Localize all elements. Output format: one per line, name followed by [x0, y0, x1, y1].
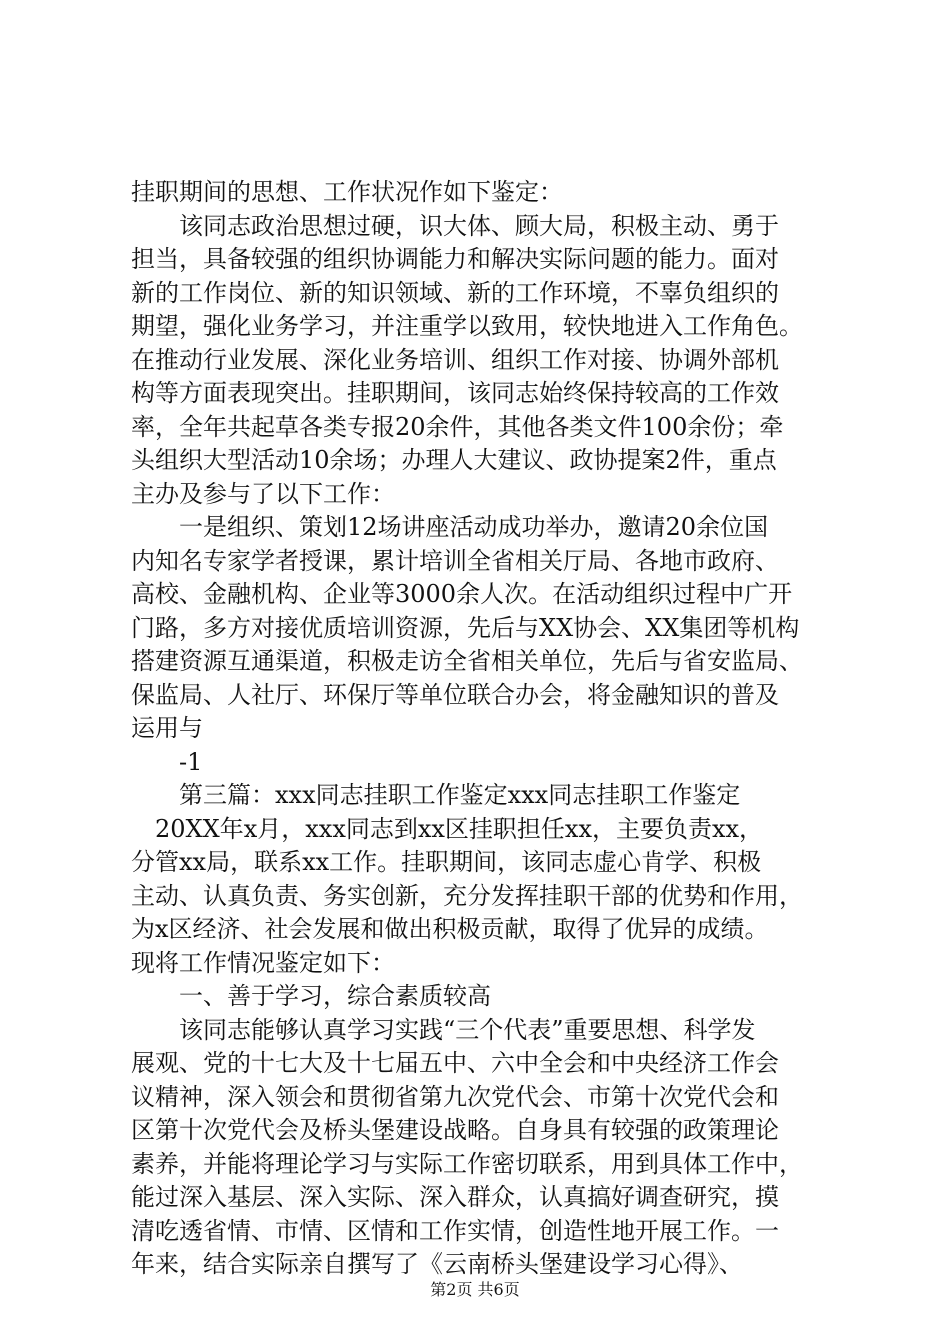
text-line: 区第十次党代会及桥头堡建设战略。自身具有较强的政策理论 [131, 1116, 779, 1144]
section-title-line: 第三篇：xxx同志挂职工作鉴定xxx同志挂职工作鉴定 [179, 781, 741, 809]
text-line: 新的工作岗位、新的知识领域、新的工作环境，不辜负组织的 [131, 278, 779, 307]
subheading-line: 一、善于学习，综合素质较高 [179, 982, 491, 1010]
text-line: 高校、金融机构、企业等3000余人次。在活动组织过程中广开 [131, 580, 793, 608]
text-line: 为x区经济、社会发展和做出积极贡献，取得了优异的成绩。 [131, 915, 769, 943]
text-line: 主办及参与了以下工作： [131, 479, 395, 508]
text-line: 能过深入基层、深入实际、深入群众，认真搞好调查研究，摸 [131, 1183, 779, 1211]
text-line: 素养，并能将理论学习与实际工作密切联系，用到具体工作中， [131, 1149, 803, 1178]
text-line: 主动、认真负责、务实创新，充分发挥挂职干部的优势和作用， [131, 881, 803, 910]
page-marker-line: -1 [179, 747, 203, 776]
text-line: 期望，强化业务学习，并注重学以致用，较快地进入工作角色。 [131, 312, 803, 340]
text-line: 头组织大型活动10余场；办理人大建议、政协提案2件，重点 [131, 446, 777, 474]
text-line: 内知名专家学者授课，累计培训全省相关厅局、各地市政府、 [131, 546, 779, 575]
text-line: 展观、党的十七大及十七届五中、六中全会和中央经济工作会 [131, 1049, 779, 1077]
text-line: 现将工作情况鉴定如下： [131, 948, 395, 977]
text-line: 议精神，深入领会和贯彻省第九次党代会、市第十次党代会和 [131, 1082, 779, 1111]
text-line: 搭建资源互通渠道，积极走访全省相关单位，先后与省安监局、 [131, 647, 803, 675]
page-number-label: 第2页 共6页 [430, 1280, 520, 1299]
paragraph-start-line: 该同志政治思想过硬，识大体、顾大局，积极主动、勇于 [179, 211, 779, 240]
document-body [131, 176, 851, 1282]
text-line: 担当，具备较强的组织协调能力和解决实际问题的能力。面对 [131, 245, 779, 273]
text-line: 分管xx局，联系xx工作。挂职期间，该同志虚心肯学、积极 [131, 848, 762, 876]
text-line: 挂职期间的思想、工作状况作如下鉴定： [131, 178, 563, 206]
text-line: 年来，结合实际亲自撰写了《云南桥头堡建设学习心得》、 [131, 1250, 743, 1278]
paragraph-start-line: 20XX年x月，xxx同志到xx区挂职担任xx，主要负责xx， [155, 814, 764, 843]
text-line: 运用与 [131, 714, 203, 742]
text-line: 门路，多方对接优质培训资源，先后与XX协会、XX集团等机构 [131, 613, 800, 642]
text-line: 在推动行业发展、深化业务培训、组织工作对接、协调外部机 [131, 345, 779, 374]
text-line: 保监局、人社厅、环保厅等单位联合办会，将金融知识的普及 [131, 680, 779, 709]
text-line: 构等方面表现突出。挂职期间，该同志始终保持较高的工作效 [131, 379, 779, 407]
paragraph-start-line: 一是组织、策划12场讲座活动成功举办，邀请20余位国 [179, 513, 769, 541]
text-line: 率，全年共起草各类专报20余件，其他各类文件100余份；牵 [131, 412, 784, 441]
page-footer [0, 1280, 950, 1300]
text-line: 清吃透省情、市情、区情和工作实情，创造性地开展工作。一 [131, 1216, 779, 1245]
paragraph-start-line: 该同志能够认真学习实践“三个代表”重要思想、科学发 [179, 1015, 756, 1044]
